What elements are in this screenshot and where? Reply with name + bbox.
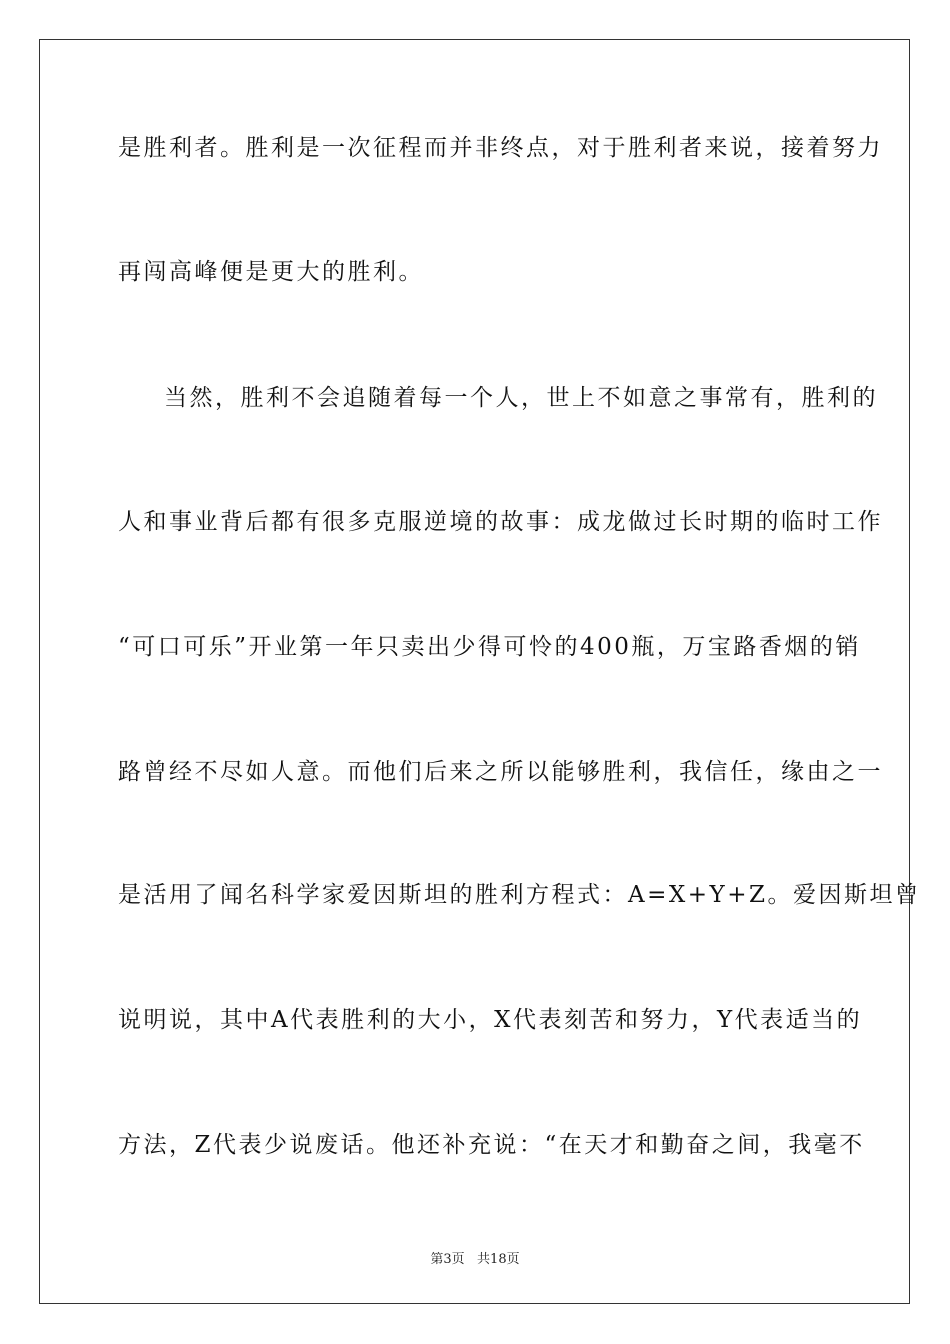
paragraph-line-3: 当然，胜利不会追随着每一个人，世上不如意之事常有，胜利的 [164, 385, 878, 411]
paragraph-line-2: 再闯高峰便是更大的胜利。 [118, 259, 424, 285]
paragraph-line-5: “可口可乐”开业第一年只卖出少得可怜的400瓶，万宝路香烟的销 [118, 634, 861, 660]
paragraph-line-4: 人和事业背后都有很多克服逆境的故事：成龙做过长时期的临时工作 [118, 509, 883, 535]
paragraph-line-9: 方法，Z代表少说废话。他还补充说：“在天才和勤奋之间，我毫不 [118, 1132, 865, 1158]
paragraph-line-1: 是胜利者。胜利是一次征程而并非终点，对于胜利者来说，接着努力 [118, 135, 883, 161]
page-border [39, 39, 921, 1304]
paragraph-line-8: 说明说，其中A代表胜利的大小，X代表刻苦和努力，Y代表适当的 [118, 1007, 863, 1033]
page-number-footer: 第3页 共18页 [430, 1252, 520, 1267]
paragraph-line-6: 路曾经不尽如人意。而他们后来之所以能够胜利，我信任，缘由之一 [118, 759, 883, 785]
paragraph-line-7: 是活用了闻名科学家爱因斯坦的胜利方程式：A=X+Y+Z。爱因斯坦曾 [118, 882, 921, 908]
